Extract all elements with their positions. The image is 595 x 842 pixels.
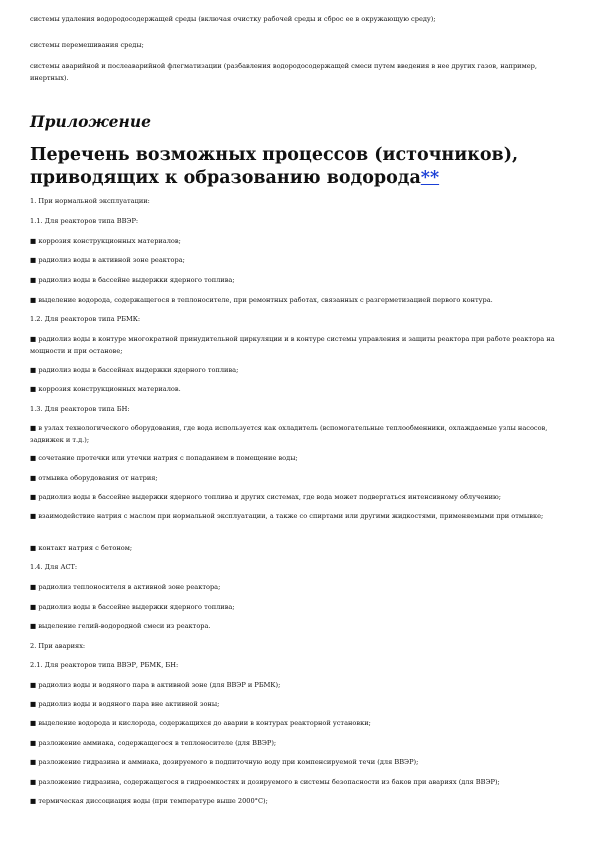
paragraph-line: системы перемешивания среды; <box>30 41 144 49</box>
paragraph-line: системы аварийной и послеаварийной флегматизации (разбавления водородосодержащей смеси путем введения в нее других газов, например, инертных). <box>30 62 537 82</box>
page-title <box>30 144 590 190</box>
list-item: 1.2. Для реакторов типа РБМК: <box>30 315 141 323</box>
list-item: ■ радиолиз воды и водяного пара вне активной зоны; <box>30 700 220 708</box>
list-item: ■ радиолиз теплоносителя в активной зоне реактора; <box>30 583 221 591</box>
list-item: ■ коррозия конструкционных материалов. <box>30 385 181 393</box>
paragraph-line: системы удаления водородосодержащей среды (включая очистку рабочей среды и сброс ее в окружающую среду); <box>30 15 436 23</box>
list-item: ■ разложение гидразина и аммиака, дозируемого в подпиточную воду при компенсируемой течи (для ВВЭР); <box>30 758 419 766</box>
list-item: ■ выделение водорода, содержащегося в теплоносителе, при ремонтных работах, связанных с разгерметизацией первого контура. <box>30 296 493 304</box>
list-item: 1.3. Для реакторов типа БН: <box>30 405 130 413</box>
list-item: ■ контакт натрия с бетоном; <box>30 544 133 552</box>
appendix-label: Приложение <box>30 112 151 131</box>
list-item: ■ радиолиз воды в активной зоне реактора; <box>30 256 185 264</box>
list-item: ■ радиолиз воды в контуре многократной принудительной циркуляции и в контуре системы управления и защиты реактора при работе реактора на мощности и при останове; <box>30 335 555 355</box>
title-text: Перечень возможных процессов (источников), приводящих к образованию водорода <box>30 145 519 188</box>
list-item: ■ разложение аммиака, содержащегося в теплоносителе (для ВВЭР); <box>30 739 277 747</box>
list-item: ■ радиолиз воды и водяного пара в активной зоне (для ВВЭР и РБМК); <box>30 681 281 689</box>
list-item: ■ взаимодействие натрия с маслом при нормальной эксплуатации, а также со спиртами или другими жидкостями, применяемыми при отмывке; <box>30 512 544 520</box>
list-item: ■ отмывка оборудования от натрия; <box>30 474 158 482</box>
list-item: ■ выделение водорода и кислорода, содержащихся до аварии в контурах реакторной установки; <box>30 719 371 727</box>
footnote-link[interactable]: ** <box>420 168 440 188</box>
list-item: ■ в узлах технологического оборудования, где вода используется как охладитель (вспомогательные теплообменники, охлаждаемые узлы насосов, задвижек и т.д.); <box>30 424 548 444</box>
list-item: ■ радиолиз воды в бассейне выдержки ядерного топлива; <box>30 603 235 611</box>
list-item: 2. При авариях: <box>30 642 86 650</box>
list-item: ■ разложение гидразина, содержащегося в гидроемкостях и дозируемого в системы безопасности из баков при авариях (для ВВЭР); <box>30 778 500 786</box>
list-item: ■ коррозия конструкционных материалов; <box>30 237 181 245</box>
list-item: ■ радиолиз воды в бассейнах выдержки ядерного топлива; <box>30 366 239 374</box>
list-item: ■ сочетание протечки или утечки натрия с попаданием в помещение воды; <box>30 454 298 462</box>
list-item: ■ выделение гелий-водородной смеси из реактора. <box>30 622 211 630</box>
list-item: 1.1. Для реакторов типа ВВЭР: <box>30 217 139 225</box>
list-item: ■ термическая диссоциация воды (при температуре выше 2000°С); <box>30 797 268 805</box>
list-item: ■ радиолиз воды в бассейне выдержки ядерного топлива; <box>30 276 235 284</box>
list-item: 2.1. Для реакторов типа ВВЭР, РБМК, БН: <box>30 661 179 669</box>
list-item: 1. При нормальной эксплуатации: <box>30 197 150 205</box>
list-item: 1.4. Для АСТ: <box>30 563 78 571</box>
list-item: ■ радиолиз воды в бассейне выдержки ядерного топлива и других системах, где вода может подвергаться интенсивному облучению; <box>30 493 501 501</box>
